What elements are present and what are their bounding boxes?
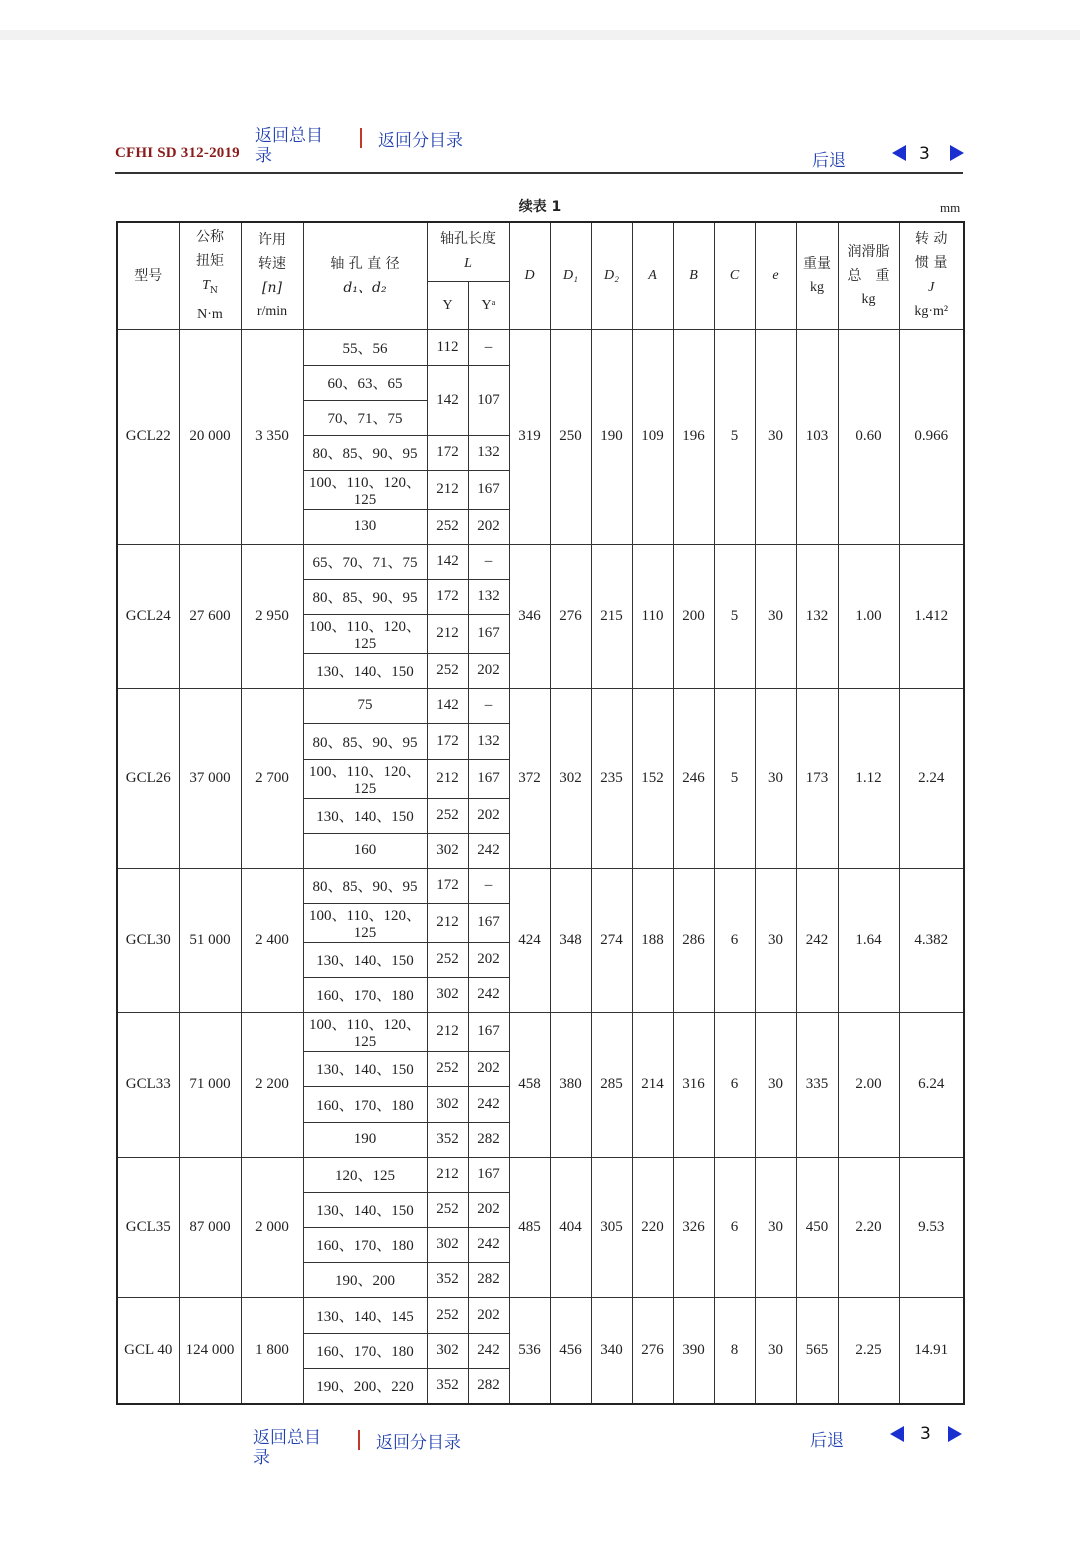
- cell-e: 30: [755, 1297, 796, 1404]
- cell-speed: 2 950: [241, 544, 303, 688]
- header-rule: [115, 172, 963, 174]
- col-e: e: [755, 222, 796, 329]
- cell-e: 30: [755, 868, 796, 1012]
- cell-D: 485: [509, 1157, 550, 1297]
- cell-speed: 2 700: [241, 688, 303, 868]
- table-unit: mm: [940, 200, 961, 215]
- cell-A: 188: [632, 868, 673, 1012]
- cell-D2: 215: [591, 544, 632, 688]
- cell-weight: 335: [796, 1012, 838, 1157]
- cell-bore: 80、85、90、95: [303, 868, 427, 903]
- cell-D: 372: [509, 688, 550, 868]
- col-D1: D₁: [550, 222, 591, 329]
- cell-A: 220: [632, 1157, 673, 1297]
- cell-bore: 75: [303, 688, 427, 723]
- cell-torque: 124 000: [179, 1297, 241, 1404]
- cell-length-Y: 302: [427, 833, 468, 868]
- table-row: [117, 868, 964, 903]
- col-model: 型号: [117, 222, 179, 329]
- cell-length-Ya: 242: [468, 1227, 509, 1262]
- cell-e: 30: [755, 544, 796, 688]
- footer-back-link[interactable]: 后退: [810, 1431, 844, 1451]
- cell-length-Ya: 242: [468, 1333, 509, 1368]
- col-D: D: [509, 222, 550, 329]
- cell-bore: 55、56: [303, 329, 427, 365]
- cell-length-Ya: –: [468, 544, 509, 579]
- cell-A: 214: [632, 1012, 673, 1157]
- cell-D: 319: [509, 329, 550, 544]
- cell-D2: 235: [591, 688, 632, 868]
- col-weight: 重量 kg: [796, 222, 838, 329]
- cell-bore: 160、170、180: [303, 1333, 427, 1368]
- return-section-toc-link[interactable]: 返回分目录: [378, 131, 463, 151]
- footer-next-page-arrow-icon[interactable]: [948, 1426, 962, 1442]
- cell-C: 8: [714, 1297, 755, 1404]
- col-length-Ya: Yᵃ: [468, 281, 509, 329]
- cell-model: GCL 40: [117, 1297, 179, 1404]
- cell-speed: 2 000: [241, 1157, 303, 1297]
- cell-length-Y: 302: [427, 1086, 468, 1122]
- cell-inertia: 4.382: [899, 868, 964, 1012]
- document-code: CFHI SD 312-2019: [115, 145, 240, 161]
- cell-length-Ya: 202: [468, 653, 509, 688]
- cell-length-Ya: 107: [468, 365, 509, 435]
- cell-speed: 3 350: [241, 329, 303, 544]
- cell-length-Y: 212: [427, 1012, 468, 1051]
- cell-weight: 132: [796, 544, 838, 688]
- cell-grease: 1.00: [838, 544, 899, 688]
- col-torque: 公称 扭矩 $T_N$ N·m: [179, 222, 241, 329]
- cell-length-Y: 172: [427, 579, 468, 614]
- cell-grease: 0.60: [838, 329, 899, 544]
- cell-C: 5: [714, 544, 755, 688]
- cell-speed: 1 800: [241, 1297, 303, 1404]
- cell-bore: 190、200、220: [303, 1368, 427, 1404]
- table-row: [117, 1012, 964, 1051]
- back-link[interactable]: 后退: [812, 151, 846, 171]
- cell-torque: 71 000: [179, 1012, 241, 1157]
- cell-grease: 2.25: [838, 1297, 899, 1404]
- cell-length-Ya: 132: [468, 435, 509, 470]
- cell-torque: 51 000: [179, 868, 241, 1012]
- table-row: [117, 1157, 964, 1192]
- cell-length-Y: 142: [427, 688, 468, 723]
- cell-length-Y: 352: [427, 1368, 468, 1404]
- cell-inertia: 14.91: [899, 1297, 964, 1404]
- cell-B: 286: [673, 868, 714, 1012]
- cell-length-Ya: –: [468, 868, 509, 903]
- cell-length-Y: 172: [427, 868, 468, 903]
- cell-torque: 27 600: [179, 544, 241, 688]
- cell-length-Y: 172: [427, 723, 468, 759]
- cell-B: 246: [673, 688, 714, 868]
- col-length: 轴孔长度 L: [427, 222, 509, 281]
- footer-return-section-toc-link[interactable]: 返回分目录: [376, 1433, 461, 1453]
- cell-model: GCL33: [117, 1012, 179, 1157]
- cell-bore: 70、71、75: [303, 400, 427, 435]
- cell-weight: 103: [796, 329, 838, 544]
- cell-D2: 305: [591, 1157, 632, 1297]
- cell-D2: 285: [591, 1012, 632, 1157]
- cell-bore: 80、85、90、95: [303, 723, 427, 759]
- cell-bore: 130、140、150: [303, 1192, 427, 1227]
- col-D2: D₂: [591, 222, 632, 329]
- page-number: 3: [919, 144, 930, 164]
- prev-page-arrow-icon[interactable]: [892, 145, 906, 161]
- cell-B: 326: [673, 1157, 714, 1297]
- cell-length-Y: 352: [427, 1122, 468, 1157]
- cell-length-Ya: 202: [468, 942, 509, 977]
- cell-A: 276: [632, 1297, 673, 1404]
- cell-D2: 274: [591, 868, 632, 1012]
- cell-length-Ya: 202: [468, 1297, 509, 1333]
- cell-length-Y: 112: [427, 329, 468, 365]
- cell-length-Ya: 202: [468, 798, 509, 833]
- cell-length-Y: 252: [427, 653, 468, 688]
- cell-bore: 100、110、120、125: [303, 759, 427, 798]
- cell-inertia: 0.966: [899, 329, 964, 544]
- cell-length-Y: 302: [427, 977, 468, 1012]
- table-row: [117, 688, 964, 723]
- cell-D1: 276: [550, 544, 591, 688]
- cell-grease: 2.00: [838, 1012, 899, 1157]
- cell-A: 109: [632, 329, 673, 544]
- cell-length-Ya: –: [468, 688, 509, 723]
- cell-length-Y: 142: [427, 544, 468, 579]
- cell-model: GCL24: [117, 544, 179, 688]
- link-separator: [360, 128, 362, 148]
- cell-D: 458: [509, 1012, 550, 1157]
- cell-D: 424: [509, 868, 550, 1012]
- cell-length-Y: 252: [427, 942, 468, 977]
- cell-length-Ya: 202: [468, 509, 509, 544]
- cell-bore: 160: [303, 833, 427, 868]
- footer-link-separator: [358, 1430, 360, 1450]
- cell-length-Ya: 167: [468, 1012, 509, 1051]
- cell-B: 196: [673, 329, 714, 544]
- cell-length-Y: 252: [427, 798, 468, 833]
- top-band: [0, 30, 1080, 40]
- table-row: [117, 329, 964, 365]
- cell-length-Y: 252: [427, 1051, 468, 1086]
- header-nav: [0, 124, 1080, 174]
- cell-torque: 20 000: [179, 329, 241, 544]
- cell-A: 152: [632, 688, 673, 868]
- cell-C: 6: [714, 1157, 755, 1297]
- cell-D: 536: [509, 1297, 550, 1404]
- cell-bore: 130、140、150: [303, 942, 427, 977]
- cell-bore: 100、110、120、125: [303, 903, 427, 942]
- cell-bore: 160、170、180: [303, 977, 427, 1012]
- cell-D2: 340: [591, 1297, 632, 1404]
- cell-length-Ya: 282: [468, 1262, 509, 1297]
- cell-torque: 87 000: [179, 1157, 241, 1297]
- cell-speed: 2 400: [241, 868, 303, 1012]
- cell-model: GCL26: [117, 688, 179, 868]
- footer-prev-page-arrow-icon[interactable]: [890, 1426, 904, 1442]
- table-caption: 续表 1: [518, 199, 562, 215]
- cell-weight: 450: [796, 1157, 838, 1297]
- cell-bore: 160、170、180: [303, 1086, 427, 1122]
- cell-B: 390: [673, 1297, 714, 1404]
- cell-e: 30: [755, 329, 796, 544]
- cell-bore: 130、140、150: [303, 798, 427, 833]
- footer-return-total-toc-link[interactable]: 返回总目录: [253, 1428, 321, 1468]
- col-length-Y: Y: [427, 281, 468, 329]
- cell-weight: 173: [796, 688, 838, 868]
- cell-D1: 380: [550, 1012, 591, 1157]
- cell-bore: 160、170、180: [303, 1227, 427, 1262]
- cell-bore: 60、63、65: [303, 365, 427, 400]
- cell-length-Y: 212: [427, 903, 468, 942]
- cell-length-Y: 212: [427, 614, 468, 653]
- footer-page-number: 3: [920, 1424, 931, 1444]
- cell-length-Ya: 167: [468, 470, 509, 509]
- cell-bore: 130、140、145: [303, 1297, 427, 1333]
- cell-model: GCL35: [117, 1157, 179, 1297]
- cell-length-Ya: 202: [468, 1051, 509, 1086]
- cell-length-Y: 252: [427, 509, 468, 544]
- table-row: [117, 1297, 964, 1333]
- cell-length-Y: 252: [427, 1192, 468, 1227]
- cell-length-Ya: 167: [468, 1157, 509, 1192]
- cell-length-Ya: 242: [468, 977, 509, 1012]
- coupling-spec-table: [116, 221, 965, 1405]
- cell-length-Ya: 167: [468, 903, 509, 942]
- col-A: A: [632, 222, 673, 329]
- cell-length-Y: 302: [427, 1227, 468, 1262]
- cell-speed: 2 200: [241, 1012, 303, 1157]
- cell-bore: 130、140、150: [303, 653, 427, 688]
- cell-inertia: 2.24: [899, 688, 964, 868]
- return-total-toc-link[interactable]: 返回总目录: [255, 126, 323, 166]
- table-row: [117, 544, 964, 579]
- next-page-arrow-icon[interactable]: [950, 145, 964, 161]
- cell-C: 6: [714, 868, 755, 1012]
- col-inertia: 转 动 惯 量 J kg·m²: [899, 222, 964, 329]
- cell-length-Y: 142: [427, 365, 468, 435]
- cell-bore: 190: [303, 1122, 427, 1157]
- cell-inertia: 1.412: [899, 544, 964, 688]
- cell-length-Ya: 282: [468, 1368, 509, 1404]
- cell-length-Ya: 202: [468, 1192, 509, 1227]
- cell-length-Y: 212: [427, 759, 468, 798]
- cell-bore: 100、110、120、125: [303, 1012, 427, 1051]
- cell-bore: 80、85、90、95: [303, 579, 427, 614]
- cell-grease: 2.20: [838, 1157, 899, 1297]
- cell-weight: 242: [796, 868, 838, 1012]
- col-speed: 许用 转速 [n] r/min: [241, 222, 303, 329]
- cell-C: 6: [714, 1012, 755, 1157]
- cell-length-Ya: 167: [468, 759, 509, 798]
- cell-model: GCL30: [117, 868, 179, 1012]
- cell-grease: 1.64: [838, 868, 899, 1012]
- cell-bore: 190、200: [303, 1262, 427, 1297]
- cell-e: 30: [755, 1157, 796, 1297]
- cell-inertia: 9.53: [899, 1157, 964, 1297]
- cell-length-Y: 252: [427, 1297, 468, 1333]
- col-B: B: [673, 222, 714, 329]
- cell-e: 30: [755, 1012, 796, 1157]
- cell-D1: 250: [550, 329, 591, 544]
- cell-bore: 120、125: [303, 1157, 427, 1192]
- cell-grease: 1.12: [838, 688, 899, 868]
- cell-D1: 456: [550, 1297, 591, 1404]
- cell-inertia: 6.24: [899, 1012, 964, 1157]
- cell-D2: 190: [591, 329, 632, 544]
- cell-length-Ya: 167: [468, 614, 509, 653]
- cell-weight: 565: [796, 1297, 838, 1404]
- cell-length-Y: 352: [427, 1262, 468, 1297]
- cell-bore: 130: [303, 509, 427, 544]
- cell-D1: 302: [550, 688, 591, 868]
- col-bore: 轴 孔 直 径 d₁、d₂: [303, 222, 427, 329]
- cell-length-Ya: 242: [468, 1086, 509, 1122]
- cell-length-Ya: 132: [468, 723, 509, 759]
- cell-C: 5: [714, 329, 755, 544]
- cell-bore: 100、110、120、125: [303, 614, 427, 653]
- cell-length-Y: 212: [427, 470, 468, 509]
- cell-bore: 65、70、71、75: [303, 544, 427, 579]
- cell-B: 316: [673, 1012, 714, 1157]
- cell-length-Y: 212: [427, 1157, 468, 1192]
- cell-length-Ya: 242: [468, 833, 509, 868]
- col-C: C: [714, 222, 755, 329]
- cell-e: 30: [755, 688, 796, 868]
- cell-length-Ya: –: [468, 329, 509, 365]
- cell-C: 5: [714, 688, 755, 868]
- cell-D1: 404: [550, 1157, 591, 1297]
- cell-B: 200: [673, 544, 714, 688]
- cell-length-Y: 172: [427, 435, 468, 470]
- cell-torque: 37 000: [179, 688, 241, 868]
- col-grease: 润滑脂 总 重 kg: [838, 222, 899, 329]
- cell-length-Ya: 282: [468, 1122, 509, 1157]
- cell-A: 110: [632, 544, 673, 688]
- footer-nav: [0, 1426, 1080, 1476]
- cell-model: GCL22: [117, 329, 179, 544]
- cell-bore: 130、140、150: [303, 1051, 427, 1086]
- cell-length-Ya: 132: [468, 579, 509, 614]
- cell-bore: 80、85、90、95: [303, 435, 427, 470]
- cell-D: 346: [509, 544, 550, 688]
- cell-bore: 100、110、120、125: [303, 470, 427, 509]
- cell-length-Y: 302: [427, 1333, 468, 1368]
- cell-D1: 348: [550, 868, 591, 1012]
